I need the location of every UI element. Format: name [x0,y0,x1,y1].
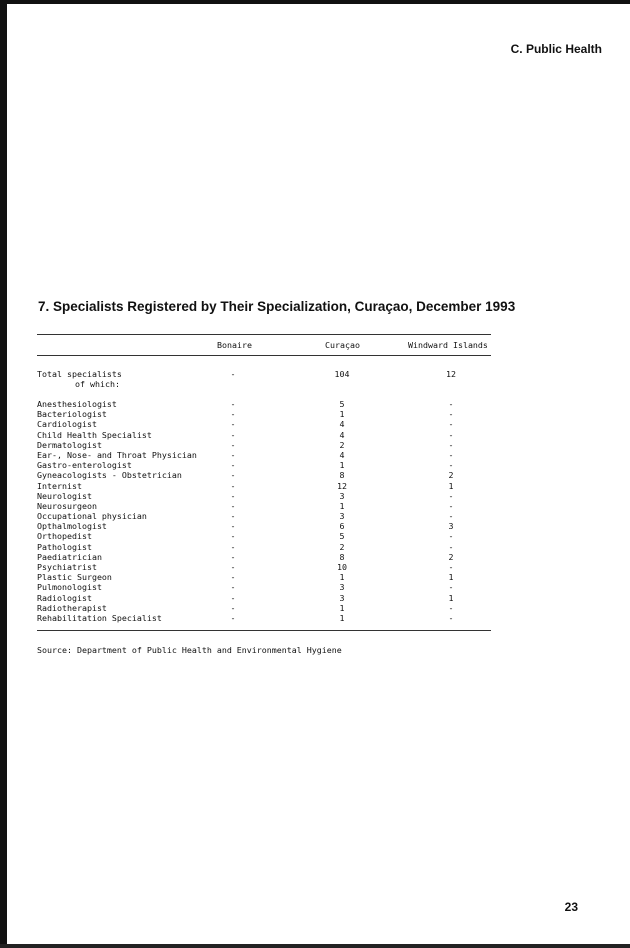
table-row: Cardiologist - 4 - [37,419,454,430]
row-label: Radiotherapist [37,602,107,613]
row-label: Radiologist [37,592,92,603]
table-row: Rehabilitation Specialist - 1 - [37,612,454,623]
table-row: Psychiatrist - 10 - [37,562,454,572]
table-row: Neurosurgeon - 1 - [37,500,454,511]
column-header-bonaire: Bonaire [217,340,252,350]
total-subrow [37,379,491,389]
table-row: Radiotherapist - 1 - [37,602,454,613]
column-header-curacao: Curaçao [325,340,360,350]
page-edge-top [0,0,630,4]
row-label: Child Health Specialist [37,429,152,440]
page-number: 23 [564,900,578,914]
table-row: Bacteriologist - 1 - [37,409,454,420]
row-label: Gyneacologists - Obstetrician [37,470,182,481]
row-label: Opthalmologist [37,521,107,532]
table-top-rule [37,334,491,335]
table-row: Anesthesiologist - 5 - [37,399,454,409]
page-edge-left [0,0,7,948]
total-row: Total specialists - 104 12 [37,369,456,379]
table-row: Pulmonologist - 3 - [37,582,454,593]
table-row: Gastro-enterologist - 1 - [37,460,454,471]
row-label: Pulmonologist [37,582,102,593]
row-label: Gastro-enterologist [37,460,132,471]
table-row: Neurologist - 3 - [37,490,454,501]
row-label: Cardiologist [37,419,97,430]
table-row: Ear-, Nose- and Throat Physician - 4 - [37,449,454,460]
row-label: Pathologist [37,541,92,552]
row-label: Occupational physician [37,511,147,522]
table-row: Gyneacologists - Obstetrician - 8 2 [37,470,454,481]
row-label: Internist [37,480,82,491]
table-row: Plastic Surgeon - 1 1 [37,572,454,583]
table-row: Opthalmologist - 6 3 [37,521,454,532]
table-title: 7. Specialists Registered by Their Specialization, Curaçao, December 1993 [38,299,516,314]
row-label: Neurosurgeon [37,500,97,511]
table-row: Dermatologist - 2 - [37,439,454,450]
page-edge-bottom [0,944,630,948]
table-row: Paediatrician - 8 2 [37,551,454,562]
row-label: Psychiatrist [37,562,97,572]
table-row: Occupational physician - 3 - [37,511,454,522]
table-row: Internist - 12 1 [37,480,454,491]
row-label: Bacteriologist [37,409,107,420]
row-label: Rehabilitation Specialist [37,612,162,623]
section-header: C. Public Health [510,42,602,56]
row-label: Dermatologist [37,439,102,450]
table-row: Orthopedist - 5 - [37,531,454,542]
row-label: Ear-, Nose- and Throat Physician [37,449,197,460]
row-label: Plastic Surgeon [37,572,112,583]
row-label: Neurologist [37,490,92,501]
table-bottom-rule [37,630,491,631]
column-header-windward: Windward Islands [408,340,488,350]
header-bottom-rule [37,355,491,356]
row-label: Orthopedist [37,531,92,542]
table-row: Child Health Specialist - 4 - [37,429,454,440]
table-row: Pathologist - 2 - [37,541,454,552]
total-label: Total specialists [37,369,122,379]
table-row: Radiologist - 3 1 [37,592,454,603]
total-block [37,369,491,389]
row-label: Paediatrician [37,551,102,562]
table-body [37,399,491,623]
source-note: Source: Department of Public Health and Environmental Hygiene [37,645,342,655]
total-sublabel: of which: [75,379,120,390]
row-label: Anesthesiologist [37,399,117,409]
